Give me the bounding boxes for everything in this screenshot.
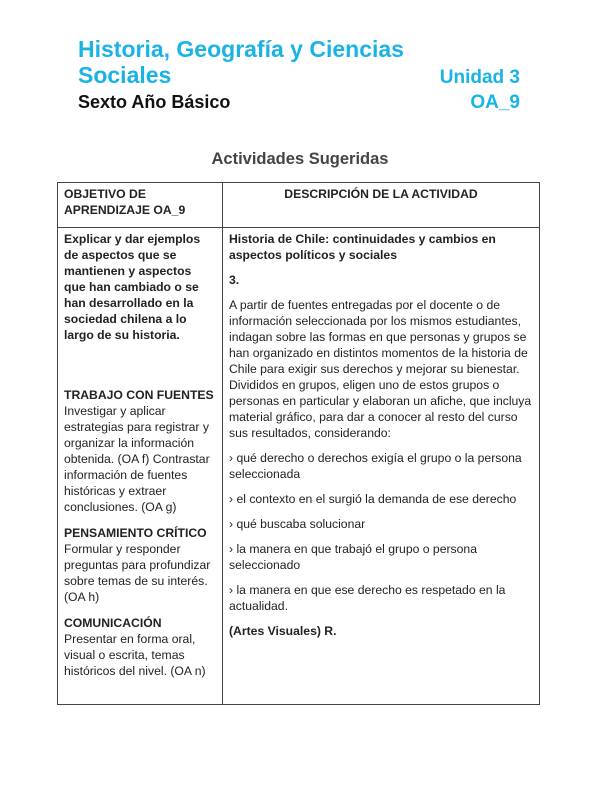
subject-title-line1: Historia, Geografía y Ciencias	[78, 36, 404, 62]
activity-bullet: › el contexto en el surgió la demanda de ese derecho	[229, 492, 517, 506]
activity-bullet: › qué derecho o derechos exigía el grupo o la persona seleccionada	[229, 451, 522, 481]
grade-label: Sexto Año Básico	[78, 92, 231, 112]
document-header	[78, 36, 520, 114]
activity-bullet: › la manera en que trabajó el grupo o persona seleccionado	[229, 542, 477, 572]
activity-number: 3.	[229, 273, 240, 287]
activity-cell	[223, 228, 540, 705]
skill-text: Formular y responder preguntas para profundizar sobre temas de su interés. (OA h)	[64, 542, 211, 604]
skill-block	[64, 615, 216, 679]
section-title: Actividades Sugeridas	[211, 150, 389, 168]
header-row3	[78, 92, 520, 114]
header-row2	[78, 62, 520, 89]
oa-label: OA_9	[470, 92, 520, 113]
skill-title: COMUNICACIÓN	[64, 616, 162, 630]
skill-title: PENSAMIENTO CRÍTICO	[64, 526, 207, 540]
activity-text: A partir de fuentes entregadas por el docente o de información seleccionada por los mismos estudiantes, indagan sobre las formas en que personas y grupos se han organizado en distintos momentos de la historia de Chile para exigir sus derechos y mejorar su bienestar. Divididos en grupos, eligen uno de estos grupos o personas en particular y elaboran un afiche, que incluya material gráfico, para dar a conocer al resto del curso sus resultados, considerando:	[229, 298, 532, 440]
activity-title: Historia de Chile: continuidades y cambios en aspectos políticos y sociales	[229, 232, 496, 262]
skill-text: Investigar y aplicar estrategias para registrar y organizar la información obtenida. (OA f) Contrastar información de fuentes históricas y extraer conclusiones. (OA g)	[64, 404, 210, 514]
activity-bullet: › qué buscaba solucionar	[229, 517, 366, 531]
col1-header: OBJETIVO DE APRENDIZAJE OA_9	[58, 183, 223, 228]
subject-title-line2: Sociales	[78, 62, 172, 88]
skill-block	[64, 525, 216, 605]
activity-closing: (Artes Visuales) R.	[229, 624, 337, 638]
objective-cell	[58, 228, 223, 705]
col2-header: DESCRIPCIÓN DE LA ACTIVIDAD	[223, 183, 540, 228]
objective-text: Explicar y dar ejemplos de aspectos que se mantienen y aspectos que han cambiado o se han desarrollado en la sociedad chilena a lo largo de su historia.	[64, 232, 201, 342]
skill-block	[64, 387, 216, 515]
activity-bullet: › la manera en que ese derecho es respetado en la actualidad.	[229, 583, 506, 613]
skill-title: TRABAJO CON FUENTES	[64, 388, 214, 402]
activities-table	[57, 182, 540, 705]
unit-label: Unidad 3	[439, 67, 520, 88]
skill-text: Presentar en forma oral, visual o escrita, temas históricos del nivel. (OA n)	[64, 632, 206, 678]
